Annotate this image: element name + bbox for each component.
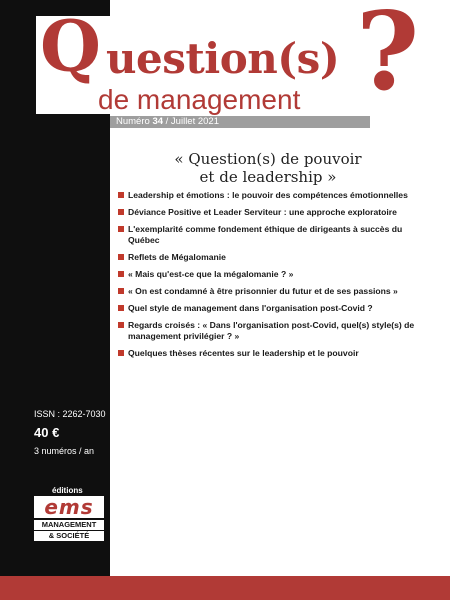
- bullet-square-icon: [118, 226, 124, 232]
- bullet-square-icon: [118, 288, 124, 294]
- bullet-square-icon: [118, 305, 124, 311]
- bullet-square-icon: [118, 350, 124, 356]
- toc-item-text: Quelques thèses récentes sur le leadership et le pouvoir: [128, 348, 359, 358]
- toc-item-text: Leadership et émotions : le pouvoir des compétences émotionnelles: [128, 190, 408, 200]
- toc-item: [118, 303, 418, 314]
- toc-item: [118, 207, 418, 218]
- issue-info: [116, 116, 219, 128]
- frequency: 3 numéros / an: [34, 446, 95, 456]
- issue-theme: [118, 150, 418, 186]
- toc-item-text: Déviance Positive et Leader Serviteur : une approche exploratoire: [128, 207, 397, 217]
- toc-item: [118, 286, 418, 297]
- toc-item: [118, 252, 418, 263]
- bullet-square-icon: [118, 254, 124, 260]
- bottom-band: [0, 576, 450, 600]
- toc-item-text: Quel style de management dans l'organisation post-Covid ?: [128, 303, 373, 313]
- price: 40 €: [34, 425, 60, 440]
- issn: ISSN : 2262-7030: [34, 409, 106, 419]
- issue-number: 34: [152, 116, 164, 127]
- toc-item-text: Regards croisés : « Dans l'organisation post-Covid, quel(s) style(s) de management privilégier ? »: [128, 320, 415, 341]
- journal-subtitle: de management: [98, 84, 301, 115]
- title-initial-q: Q: [40, 5, 99, 88]
- journal-masthead: [36, 5, 370, 115]
- bullet-square-icon: [118, 192, 124, 198]
- bullet-square-icon: [118, 271, 124, 277]
- table-of-contents: [118, 190, 418, 365]
- toc-item-text: « On est condamné à être prisonnier du futur et de ses passions »: [128, 286, 398, 296]
- issue-date: / Juillet 2021: [165, 116, 219, 127]
- logo-brand: ems: [34, 496, 104, 518]
- logo-editions: éditions: [52, 486, 83, 495]
- bullet-square-icon: [118, 209, 124, 215]
- issue-bar: [110, 116, 370, 128]
- theme-line-2: et de leadership »: [199, 168, 337, 186]
- toc-item: [118, 224, 418, 246]
- theme-line-1: « Question(s) de pouvoir: [174, 150, 362, 168]
- issue-label: Numéro: [116, 116, 150, 127]
- toc-item-text: « Mais qu'est-ce que la mégalomanie ? »: [128, 269, 294, 279]
- toc-item: [118, 190, 418, 201]
- logo-line-management: MANAGEMENT: [34, 520, 104, 530]
- bullet-square-icon: [118, 322, 124, 328]
- logo-line-societe: & SOCIÉTÉ: [34, 531, 104, 541]
- price-block: [34, 408, 106, 457]
- question-mark-logo: ?: [356, 0, 420, 115]
- toc-item-text: L'exemplarité comme fondement éthique de dirigeants à succès du Québec: [128, 224, 403, 245]
- toc-item: [118, 269, 418, 280]
- toc-item: [118, 320, 418, 342]
- publisher-logo: [34, 486, 104, 542]
- journal-title: uestion(s): [106, 34, 340, 83]
- toc-item-text: Reflets de Mégalomanie: [128, 252, 226, 262]
- toc-item: [118, 348, 418, 359]
